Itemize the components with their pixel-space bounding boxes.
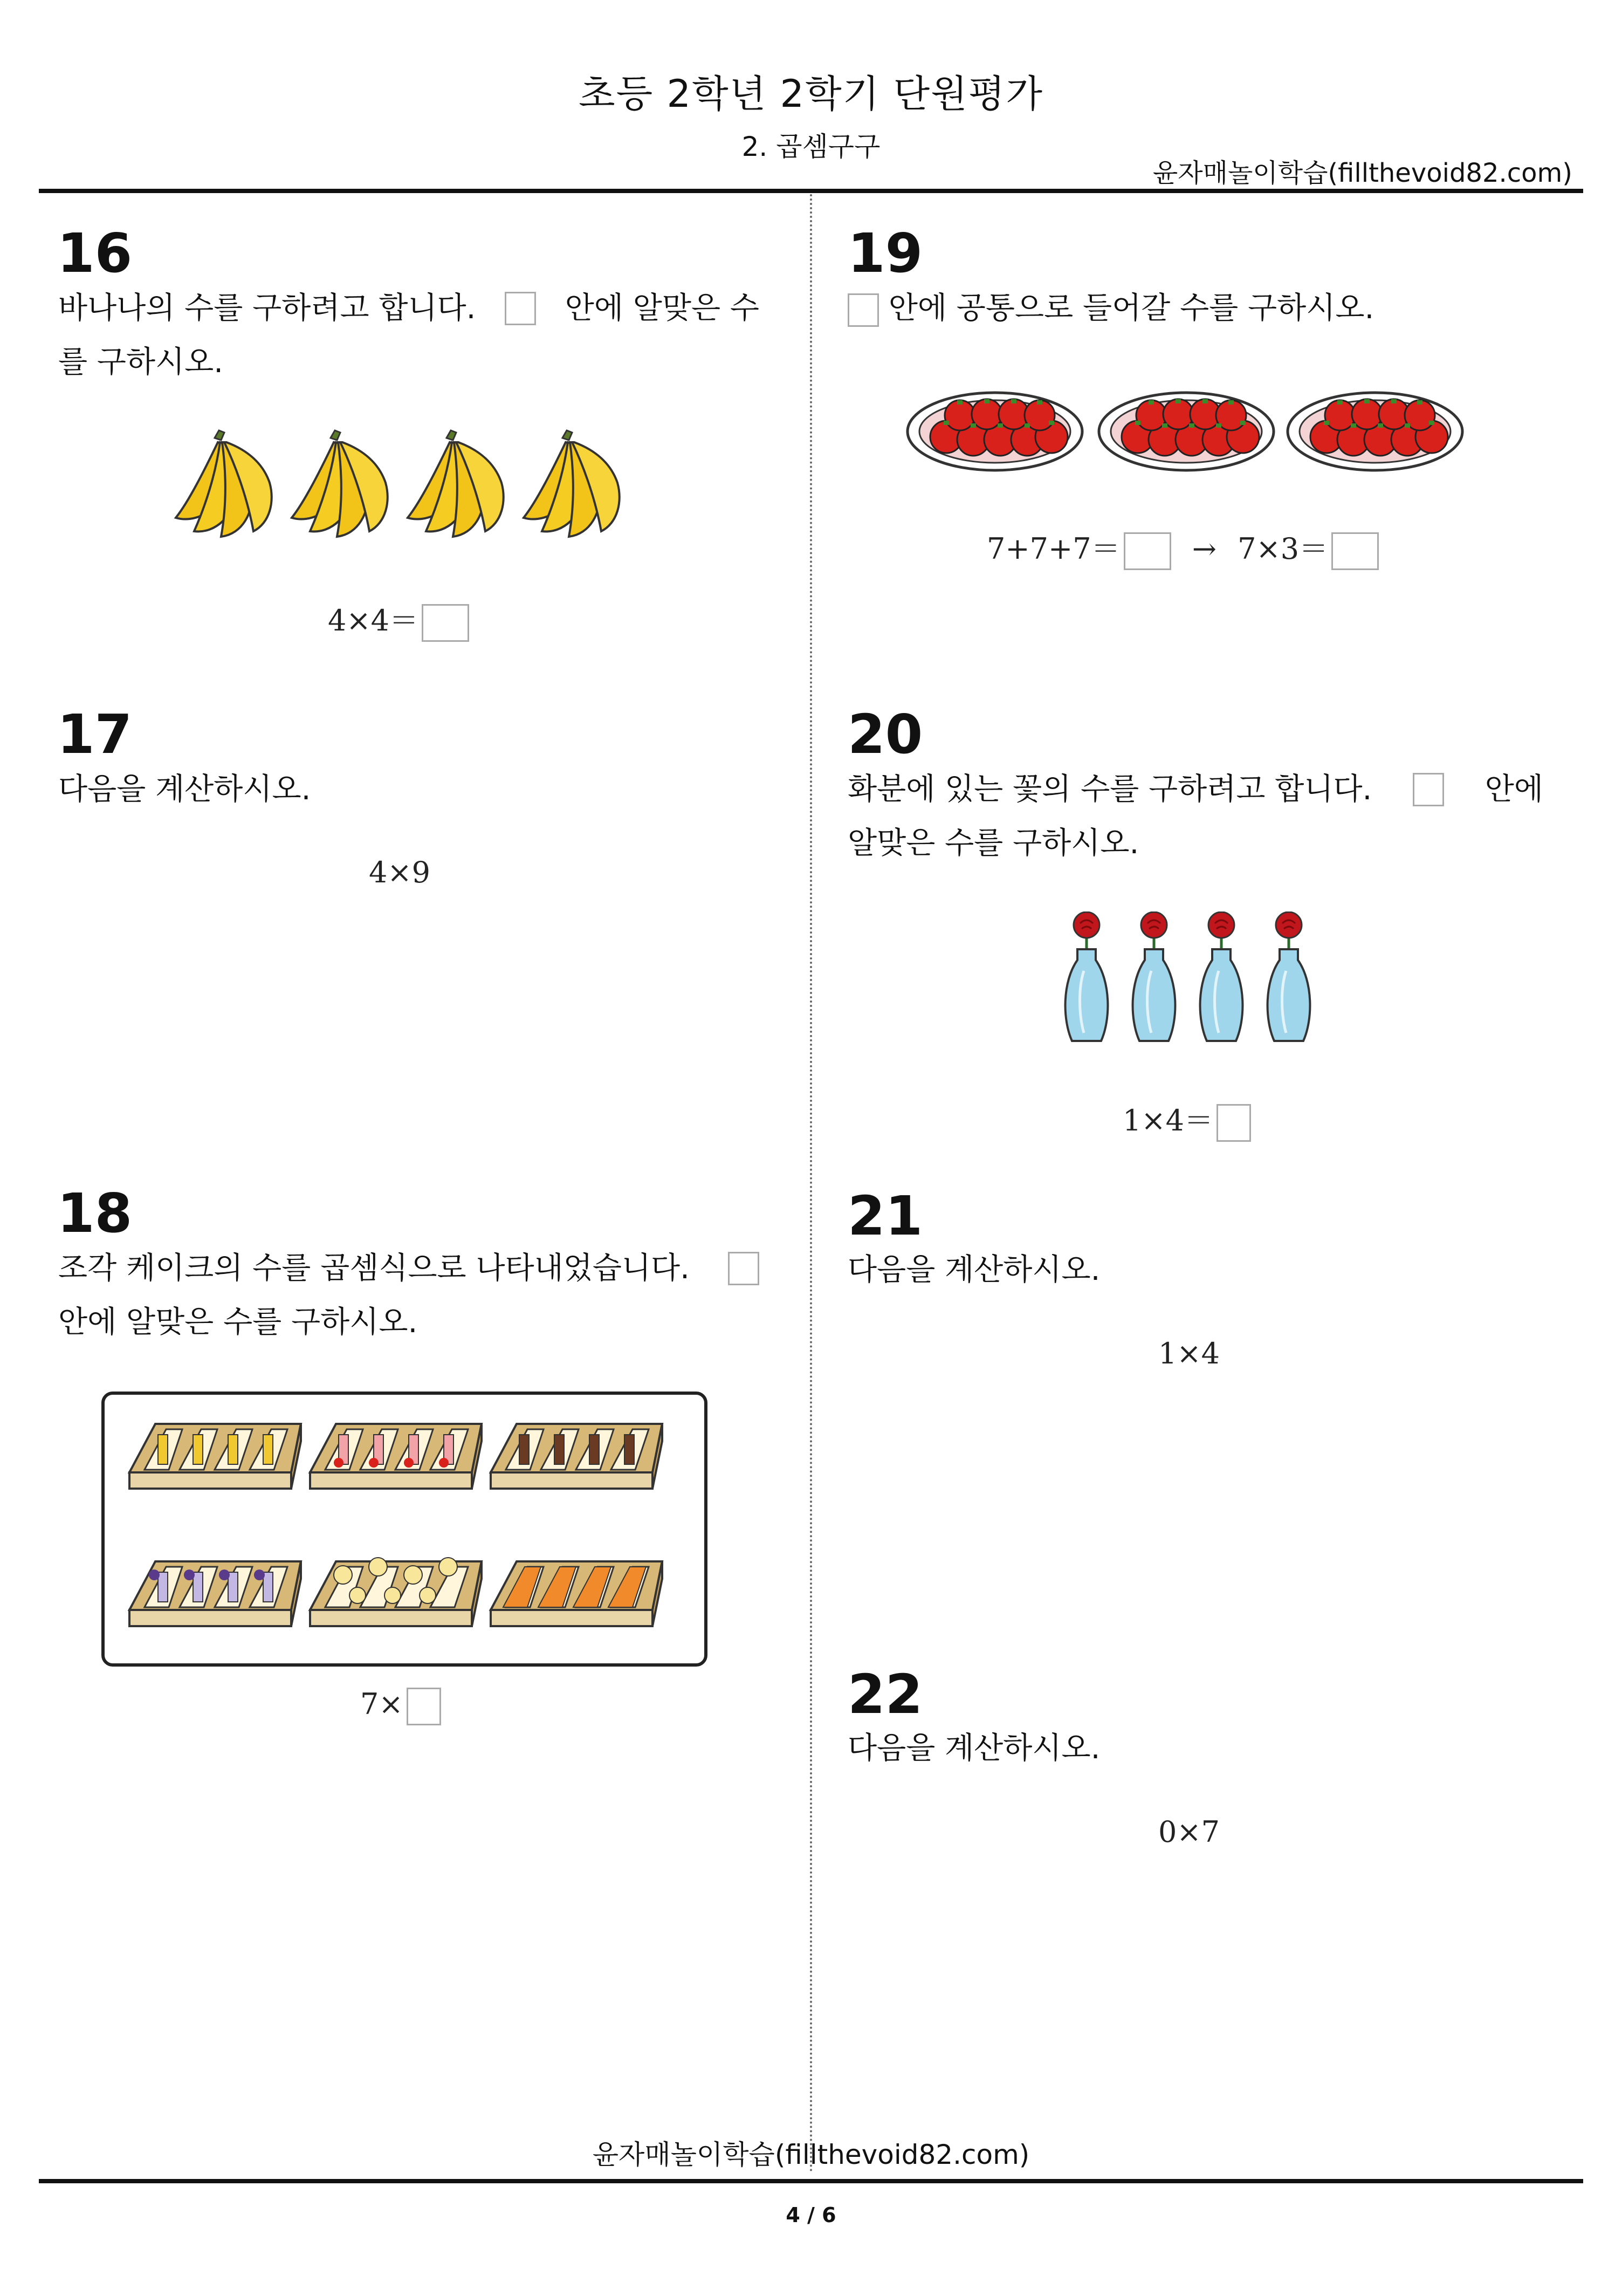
cake-tray-carrot <box>491 1561 662 1626</box>
question-number-16: 16 <box>57 222 133 285</box>
answer-box-inline <box>728 1252 759 1285</box>
question-22-expression: 0×7 <box>1158 1815 1220 1849</box>
flower-vase <box>1133 912 1176 1041</box>
banana-bunch <box>176 430 272 537</box>
question-18-expression <box>360 1687 441 1725</box>
answer-box-inline <box>1413 773 1444 806</box>
question-19-text-body: 안에 공통으로 들어갈 수를 구하시오. <box>888 291 1374 326</box>
banana-bunch <box>408 430 504 537</box>
answer-box[interactable] <box>407 1688 441 1725</box>
question-18-text-a: 조각 케이크의 수를 곱셈식으로 나타내었습니다. <box>58 1251 690 1286</box>
question-20-text-a: 화분에 있는 꽃의 수를 구하려고 합니다. <box>848 772 1372 807</box>
flower-vase <box>1200 912 1243 1041</box>
tomato-plate <box>1099 393 1274 470</box>
question-number-19: 19 <box>848 222 923 285</box>
question-19-expression <box>987 526 1379 570</box>
page-title: 초등 2학년 2학기 단원평가 <box>578 72 1044 116</box>
expression-text: 4×4＝ <box>328 604 418 638</box>
unit-subtitle: 2. 곱셈구구 <box>741 131 881 162</box>
tomato-plate <box>1288 393 1462 470</box>
arrow-icon: → <box>1192 532 1216 566</box>
expression-text: 7× <box>360 1687 403 1721</box>
answer-box-inline <box>848 293 879 327</box>
tomato-plates-image <box>906 378 1477 475</box>
question-17-expression: 4×9 <box>369 855 430 889</box>
cake-tray-banana <box>129 1424 301 1489</box>
question-18-text <box>58 1242 759 1349</box>
question-number-17: 17 <box>57 703 133 766</box>
question-16-text-a: 바나나의 수를 구하려고 합니다. <box>58 291 476 326</box>
answer-box[interactable] <box>422 604 469 642</box>
site-credit-top: 윤자매놀이학습(fillthevoid82.com) <box>1152 158 1572 188</box>
answer-box[interactable] <box>1331 532 1379 570</box>
question-number-20: 20 <box>848 703 923 766</box>
footer-rule <box>39 2179 1583 2183</box>
question-16-text-c: 를 구하시오. <box>58 345 224 380</box>
question-20-expression <box>1123 1098 1251 1142</box>
flower-vases-image <box>1057 911 1327 1052</box>
banana-bunch <box>292 430 388 537</box>
question-20-text-b: 안에 <box>1484 772 1543 807</box>
page-number: 4 / 6 <box>786 2203 836 2227</box>
question-21-expression: 1×4 <box>1158 1337 1220 1370</box>
cake-tray-strawberry <box>310 1424 482 1489</box>
expression-text: 1×4＝ <box>1123 1104 1213 1137</box>
cake-tray-cream <box>310 1558 482 1626</box>
question-16-text-b: 안에 알맞은 수 <box>565 291 759 326</box>
banana-bunches-image <box>173 426 647 550</box>
expression-b: 7×3＝ <box>1238 532 1329 566</box>
banana-bunch <box>524 430 620 537</box>
question-18-text-b: 안에 알맞은 수를 구하시오. <box>58 1305 418 1340</box>
answer-box[interactable] <box>1124 532 1171 570</box>
question-17-text: 다음을 계산하시오. <box>58 772 311 807</box>
column-divider <box>810 194 812 2174</box>
site-credit-bottom: 윤자매놀이학습(fillthevoid82.com) <box>592 2139 1030 2170</box>
expression-a: 7+7+7＝ <box>987 532 1121 566</box>
cake-boxes-image <box>101 1392 707 1667</box>
question-16-expression <box>328 598 469 642</box>
question-20-text-c: 알맞은 수를 구하시오. <box>848 826 1139 861</box>
flower-vase <box>1066 912 1108 1041</box>
question-22-text: 다음을 계산하시오. <box>848 1731 1101 1766</box>
tomato-plate <box>908 393 1082 470</box>
question-number-18: 18 <box>57 1182 133 1245</box>
question-number-21: 21 <box>848 1184 923 1248</box>
question-20-text <box>848 763 1543 871</box>
header-rule <box>39 189 1583 193</box>
cake-tray-chocolate <box>491 1424 662 1489</box>
question-16-text <box>58 282 759 389</box>
flower-vase <box>1268 912 1310 1041</box>
answer-box[interactable] <box>1216 1104 1251 1142</box>
question-19-text <box>848 282 1374 335</box>
question-number-22: 22 <box>848 1663 923 1726</box>
cake-tray-blueberry <box>129 1561 301 1626</box>
question-21-text: 다음을 계산하시오. <box>848 1252 1101 1287</box>
answer-box-inline <box>505 292 536 325</box>
